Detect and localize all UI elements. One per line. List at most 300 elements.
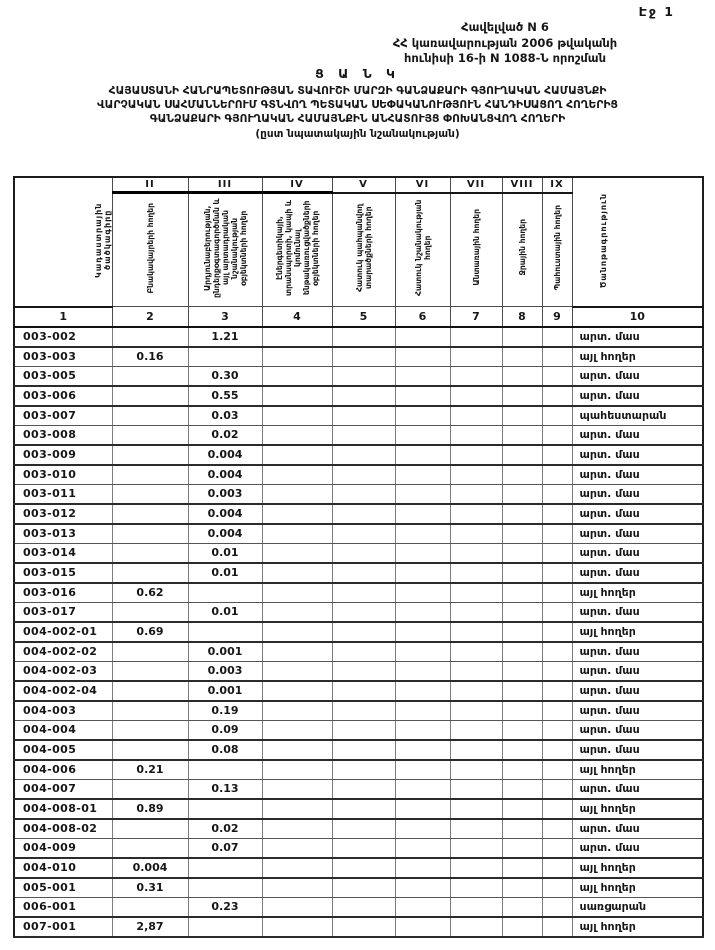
area-value-cell [395,406,450,426]
area-value-cell [332,838,395,858]
table-row [14,838,703,858]
area-value-cell [262,799,332,819]
area-value-cell: 0.02 [188,819,262,839]
area-value-cell [395,760,450,780]
table-row [14,327,703,347]
area-value-cell [332,602,395,622]
area-value-cell [332,779,395,799]
area-value-cell [112,425,188,445]
table-row [14,543,703,563]
area-value-cell: 2,87 [112,917,188,937]
area-value-cell: 0.07 [188,838,262,858]
cadastral-code-cell: 005-001 [14,878,112,898]
area-value-cell [112,524,188,544]
area-value-cell [112,661,188,681]
area-value-cell [395,720,450,740]
table-row [14,760,703,780]
area-value-cell [262,504,332,524]
area-value-cell [112,681,188,701]
area-value-cell: 0.31 [112,878,188,898]
table-row [14,720,703,740]
subtitle-line: ԳԱՆՁԱՔԱՐԻ ԳՅՈՒՂԱԿԱՆ ՀԱՄԱՅՆՔԻՆ ԱՆՀԱՏՈՒՅՑ ՓՈԽԱՆՑՎՈՂ ՀՈՂԵՐԻ [149,111,566,125]
area-value-cell [542,878,572,898]
cadastral-code-cell: 003-016 [14,583,112,603]
area-value-cell [502,622,542,642]
area-value-cell [262,445,332,465]
area-value-cell [502,878,542,898]
area-value-cell [450,838,502,858]
table-row [14,602,703,622]
document-title: Ց Ա Ն Կ [315,66,400,81]
area-value-cell [332,642,395,662]
area-value-cell [450,622,502,642]
area-value-cell: 0.01 [188,602,262,622]
table-row [14,681,703,701]
note-cell: արտ. մաս [572,484,703,504]
area-value-cell [395,740,450,760]
table-row [14,701,703,721]
area-value-cell [188,878,262,898]
area-value-cell [112,720,188,740]
area-value-cell [450,484,502,504]
area-value-cell [262,819,332,839]
area-value-cell [332,386,395,406]
cadastral-code-cell: 004-003 [14,701,112,721]
area-value-cell [112,406,188,426]
area-value-cell [395,917,450,937]
area-value-cell [395,543,450,563]
cadastral-code-cell: 003-002 [14,327,112,347]
cadastral-code-cell: 004-002-02 [14,642,112,662]
vertical-header-text: Հատուկ պահպանվող տարածքների հողեր [354,203,373,292]
table-row [14,897,703,917]
area-value-cell [450,878,502,898]
column-header-reserve-lands [542,193,572,307]
area-value-cell [395,347,450,367]
note-cell: արտ. մաս [572,327,703,347]
column-header-special-purpose-lands [395,193,450,307]
area-value-cell [262,622,332,642]
page-number: Էջ 1 [638,4,675,19]
cadastral-code-cell: 003-010 [14,465,112,485]
area-value-cell [332,701,395,721]
area-value-cell [332,760,395,780]
area-value-cell [502,720,542,740]
area-value-cell [332,661,395,681]
area-value-cell [112,642,188,662]
area-value-cell [262,760,332,780]
note-cell: այլ հողեր [572,347,703,367]
area-value-cell [502,760,542,780]
column-number: 10 [572,307,703,327]
area-value-cell [542,524,572,544]
area-value-cell [395,799,450,819]
area-value-cell [262,543,332,563]
note-cell: արտ. մաս [572,661,703,681]
area-value-cell [502,858,542,878]
roman-numeral: VII [450,177,502,193]
area-value-cell: 0.02 [188,425,262,445]
area-value-cell [542,760,572,780]
roman-numeral: VI [395,177,450,193]
area-value-cell: 0.004 [188,524,262,544]
roman-numeral: IX [542,177,572,193]
table-row [14,583,703,603]
note-cell: արտ. մաս [572,602,703,622]
document-subtitle [0,84,715,142]
area-value-cell [262,681,332,701]
cadastral-code-cell: 003-007 [14,406,112,426]
area-value-cell [395,445,450,465]
area-value-cell: 0.19 [188,701,262,721]
cadastral-code-cell: 003-017 [14,602,112,622]
area-value-cell [332,445,395,465]
area-value-cell [502,327,542,347]
area-value-cell [188,760,262,780]
table-row [14,779,703,799]
area-value-cell [542,504,572,524]
area-value-cell [502,799,542,819]
area-value-cell: 0.62 [112,583,188,603]
vertical-header-text: Ջրային հողեր [517,219,527,277]
cadastral-code-cell: 003-014 [14,543,112,563]
note-cell: այլ հողեր [572,858,703,878]
subtitle-line: ՀԱՅԱՍՏԱՆԻ ՀԱՆՐԱՊԵՏՈՒԹՅԱՆ ՏԱՎՈՒՇԻ ՄԱՐԶԻ ԳԱՆՁԱՔԱՐԻ ԳՅՈՒՂԱԿԱՆ ՀԱՄԱՅՆՔԻ [108,84,607,97]
area-value-cell: 0.001 [188,681,262,701]
area-value-cell: 0.003 [188,661,262,681]
appendix-line: Հավելված N 6 [461,20,549,34]
area-value-cell [450,642,502,662]
table-row [14,917,703,937]
area-value-cell [450,583,502,603]
cadastral-code-cell: 004-008-01 [14,799,112,819]
area-value-cell: 0.09 [188,720,262,740]
area-value-cell [450,425,502,445]
column-header-infrastructure-lands [262,193,332,307]
area-value-cell [112,386,188,406]
area-value-cell [112,701,188,721]
area-value-cell: 0.01 [188,563,262,583]
area-value-cell [395,897,450,917]
area-value-cell [332,406,395,426]
column-number: 1 [14,307,112,327]
cadastral-code-cell: 003-013 [14,524,112,544]
area-value-cell [262,701,332,721]
area-value-cell [262,366,332,386]
vertical-header-text: Բնակավայրերի հողեր [145,202,155,294]
area-value-cell: 0.01 [188,543,262,563]
vertical-header-text: Հատուկ նշանակության հողեր [413,199,432,296]
area-value-cell [502,819,542,839]
area-value-cell [502,701,542,721]
area-value-cell [450,406,502,426]
vertical-header-text: Էներգետիկայի, տրանսպորտի, կապի և կոմունալ ենթակառուցվածքների օբյեկտների հողեր [274,199,320,297]
area-value-cell [450,701,502,721]
area-value-cell [450,602,502,622]
area-value-cell [450,760,502,780]
note-cell: արտ. մաս [572,465,703,485]
area-value-cell [542,681,572,701]
column-header-industrial-lands [188,193,262,307]
area-value-cell [262,917,332,937]
table-body [14,327,703,937]
area-value-cell [542,917,572,937]
area-value-cell: 0.03 [188,406,262,426]
area-value-cell [450,858,502,878]
area-value-cell: 0.69 [112,622,188,642]
area-value-cell [450,347,502,367]
area-value-cell [395,484,450,504]
area-value-cell [332,543,395,563]
area-value-cell [450,779,502,799]
area-value-cell [395,642,450,662]
vertical-header-text: Կադաստրային ծածկագիրը [93,202,112,278]
area-value-cell [502,642,542,662]
area-value-cell: 0.004 [188,465,262,485]
area-value-cell [262,347,332,367]
area-value-cell: 0.30 [188,366,262,386]
cadastral-code-cell: 007-001 [14,917,112,937]
cadastral-code-cell: 003-011 [14,484,112,504]
area-value-cell [542,838,572,858]
column-number: 7 [450,307,502,327]
area-value-cell [262,838,332,858]
area-value-cell [502,661,542,681]
area-value-cell [332,720,395,740]
cadastral-code-cell: 003-012 [14,504,112,524]
table-header [14,177,703,327]
area-value-cell [262,720,332,740]
area-value-cell [502,563,542,583]
area-value-cell [395,386,450,406]
area-value-cell [502,543,542,563]
column-number: 8 [502,307,542,327]
area-value-cell [112,897,188,917]
table-row [14,484,703,504]
appendix-line: հունիսի 16-ի N 1088-Ն որոշման [404,51,606,65]
cadastral-code-cell: 003-006 [14,386,112,406]
column-header-cadastral-code [14,177,112,307]
area-value-cell [112,819,188,839]
area-value-cell [502,740,542,760]
area-value-cell [542,819,572,839]
area-value-cell [332,425,395,445]
area-value-cell [542,386,572,406]
note-cell: սառցարան [572,897,703,917]
note-cell: արտ. մաս [572,681,703,701]
area-value-cell [542,445,572,465]
area-value-cell [502,406,542,426]
area-value-cell [332,819,395,839]
area-value-cell [542,642,572,662]
area-value-cell [542,425,572,445]
area-value-cell [542,701,572,721]
note-cell: արտ. մաս [572,543,703,563]
area-value-cell [332,465,395,485]
column-header-forest-lands [450,193,502,307]
subtitle-note: (ըստ նպատակային նշանակության) [255,128,460,141]
area-value-cell [542,465,572,485]
roman-numeral: IV [262,177,332,193]
area-value-cell [332,327,395,347]
column-number: 2 [112,307,188,327]
area-value-cell: 0.004 [188,445,262,465]
area-value-cell [395,465,450,485]
area-value-cell [112,838,188,858]
area-value-cell [395,504,450,524]
note-cell: այլ հողեր [572,878,703,898]
area-value-cell [262,465,332,485]
area-value-cell [112,543,188,563]
area-value-cell [395,524,450,544]
area-value-cell [262,661,332,681]
area-value-cell [332,799,395,819]
area-value-cell [332,484,395,504]
area-value-cell: 0.08 [188,740,262,760]
note-cell: արտ. մաս [572,740,703,760]
area-value-cell [112,779,188,799]
area-value-cell [262,425,332,445]
note-cell: արտ. մաս [572,445,703,465]
note-cell: արտ. մաս [572,720,703,740]
column-number: 4 [262,307,332,327]
note-cell: արտ. մաս [572,425,703,445]
note-cell: արտ. մաս [572,563,703,583]
table-row [14,740,703,760]
note-cell: այլ հողեր [572,583,703,603]
cadastral-code-cell: 003-003 [14,347,112,367]
table-row [14,622,703,642]
area-value-cell [450,661,502,681]
area-value-cell [542,406,572,426]
appendix-block [310,20,700,67]
area-value-cell [450,819,502,839]
area-value-cell [542,799,572,819]
column-header-protected-lands [332,193,395,307]
cadastral-code-cell: 004-005 [14,740,112,760]
area-value-cell [502,366,542,386]
area-value-cell [332,740,395,760]
area-value-cell [450,386,502,406]
area-value-cell [262,897,332,917]
note-cell: արտ. մաս [572,642,703,662]
area-value-cell [332,622,395,642]
area-value-cell [450,681,502,701]
area-value-cell [450,327,502,347]
area-value-cell [188,583,262,603]
table-row [14,366,703,386]
area-value-cell [395,681,450,701]
table-row [14,642,703,662]
area-value-cell [262,642,332,662]
area-value-cell [112,602,188,622]
area-value-cell [502,917,542,937]
area-value-cell: 0.55 [188,386,262,406]
cadastral-code-cell: 004-006 [14,760,112,780]
area-value-cell [450,543,502,563]
note-cell: այլ հողեր [572,799,703,819]
note-cell: արտ. մաս [572,504,703,524]
vertical-header-text: Ծանոթագրություն [598,192,608,288]
area-value-cell [112,327,188,347]
cadastral-code-cell: 003-015 [14,563,112,583]
area-value-cell [395,327,450,347]
area-value-cell [542,563,572,583]
area-value-cell [188,799,262,819]
area-value-cell [262,740,332,760]
cadastral-code-cell: 004-004 [14,720,112,740]
note-cell: արտ. մաս [572,819,703,839]
area-value-cell [332,583,395,603]
area-value-cell [395,661,450,681]
area-value-cell: 0.89 [112,799,188,819]
area-value-cell [450,740,502,760]
area-value-cell [502,602,542,622]
area-value-cell [262,858,332,878]
table-row [14,563,703,583]
area-value-cell [395,366,450,386]
area-value-cell [395,563,450,583]
area-value-cell: 0.16 [112,347,188,367]
table-row [14,386,703,406]
area-value-cell [542,661,572,681]
table-row [14,524,703,544]
area-value-cell [112,366,188,386]
area-value-cell [450,720,502,740]
area-value-cell [502,583,542,603]
land-table-wrapper [13,176,704,938]
area-value-cell [332,681,395,701]
area-value-cell [262,583,332,603]
column-number: 5 [332,307,395,327]
cadastral-code-cell: 004-007 [14,779,112,799]
area-value-cell [450,799,502,819]
area-value-cell [542,347,572,367]
area-value-cell: 1.21 [188,327,262,347]
note-cell: արտ. մաս [572,779,703,799]
area-value-cell [332,917,395,937]
cadastral-code-cell: 006-001 [14,897,112,917]
area-value-cell [542,858,572,878]
column-header-settlement-lands [112,193,188,307]
area-value-cell [112,563,188,583]
area-value-cell [395,701,450,721]
area-value-cell [395,779,450,799]
area-value-cell [262,484,332,504]
area-value-cell [112,445,188,465]
area-value-cell [188,622,262,642]
column-number: 3 [188,307,262,327]
table-row [14,878,703,898]
column-number-row [14,307,703,327]
area-value-cell [332,347,395,367]
area-value-cell [502,347,542,367]
note-cell: այլ հողեր [572,917,703,937]
area-value-cell [450,524,502,544]
subtitle-line: ՎԱՐՉԱԿԱՆ ՍԱՀՄԱՆՆԵՐՈՒՄ ԳՏՆՎՈՂ ՊԵՏԱԿԱՆ ՍԵՓԱԿԱՆՈՒԹՅՈՒՆ ՀԱՆԴԻՍԱՑՈՂ ՀՈՂԵՐԻՑ [97,97,618,111]
area-value-cell [542,543,572,563]
area-value-cell [450,465,502,485]
note-cell: պահեստարան [572,406,703,426]
area-value-cell [502,504,542,524]
area-value-cell [395,838,450,858]
note-cell: արտ. մաս [572,524,703,544]
note-cell: արտ. մաս [572,838,703,858]
area-value-cell [112,504,188,524]
area-value-cell [502,386,542,406]
note-cell: արտ. մաս [572,701,703,721]
table-row [14,465,703,485]
